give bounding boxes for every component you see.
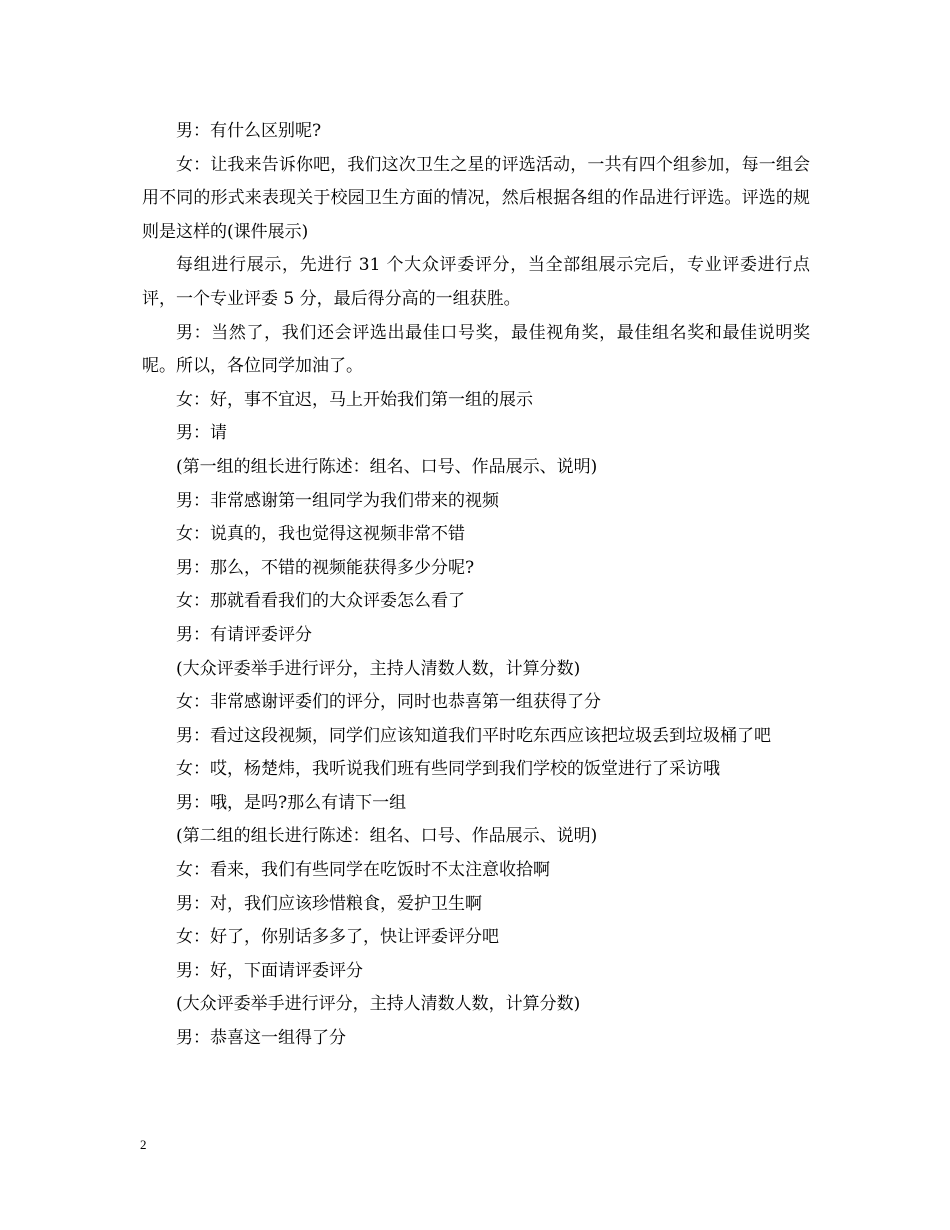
paragraph: 男：恭喜这一组得了分	[176, 1028, 346, 1049]
paragraph: (大众评委举手进行评分，主持人清数人数，计算分数)	[176, 994, 581, 1015]
paragraph: 男：请	[176, 423, 227, 444]
paragraph: 男：非常感谢第一组同学为我们带来的视频	[176, 490, 499, 511]
paragraph: 男：哦，是吗?那么有请下一组	[176, 792, 407, 813]
paragraph: 女：那就看看我们的大众评委怎么看了	[176, 591, 465, 612]
paragraph: 女：让我来告诉你吧，我们这次卫生之星的评选活动，一共有四个组参加，每一组会用不同的形式来表现关于校园卫生方面的情况，然后根据各组的作品进行评选。评选的规则是这样的(课件展示)	[142, 154, 810, 242]
paragraph: 男：那么，不错的视频能获得多少分呢?	[176, 557, 475, 578]
paragraph: 女：哎，杨楚炜，我听说我们班有些同学到我们学校的饭堂进行了采访哦	[176, 759, 720, 780]
paragraph: 女：看来，我们有些同学在吃饭时不太注意收拾啊	[176, 860, 550, 881]
paragraph: 女：好了，你别话多多了，快让评委评分吧	[176, 927, 499, 948]
paragraph: 男：好，下面请评委评分	[176, 960, 363, 981]
paragraph: 每组进行展示，先进行 31 个大众评委评分，当全部组展示完后，专业评委进行点评，一个专业评委 5 分，最后得分高的一组获胜。	[142, 255, 810, 309]
paragraph: 女：非常感谢评委们的评分，同时也恭喜第一组获得了分	[176, 692, 601, 713]
paragraph: 男：看过这段视频，同学们应该知道我们平时吃东西应该把垃圾丢到垃圾桶了吧	[176, 725, 771, 746]
paragraph: 男：对，我们应该珍惜粮食，爱护卫生啊	[176, 893, 482, 914]
paragraph: 男：当然了，我们还会评选出最佳口号奖，最佳视角奖，最佳组名奖和最佳说明奖呢。所以，各位同学加油了。	[142, 322, 810, 377]
paragraph: (第二组的组长进行陈述：组名、口号、作品展示、说明)	[176, 826, 598, 847]
paragraph: 女：好，事不宜迟，马上开始我们第一组的展示	[176, 389, 533, 410]
page-content	[142, 115, 810, 1056]
page-number: 2	[140, 1137, 147, 1152]
paragraph: (第一组的组长进行陈述：组名、口号、作品展示、说明)	[176, 456, 598, 477]
paragraph: 女：说真的，我也觉得这视频非常不错	[176, 524, 465, 545]
paragraph: (大众评委举手进行评分，主持人清数人数，计算分数)	[176, 658, 581, 679]
paragraph: 男：有什么区别呢?	[176, 121, 322, 141]
paragraph: 男：有请评委评分	[176, 624, 312, 645]
